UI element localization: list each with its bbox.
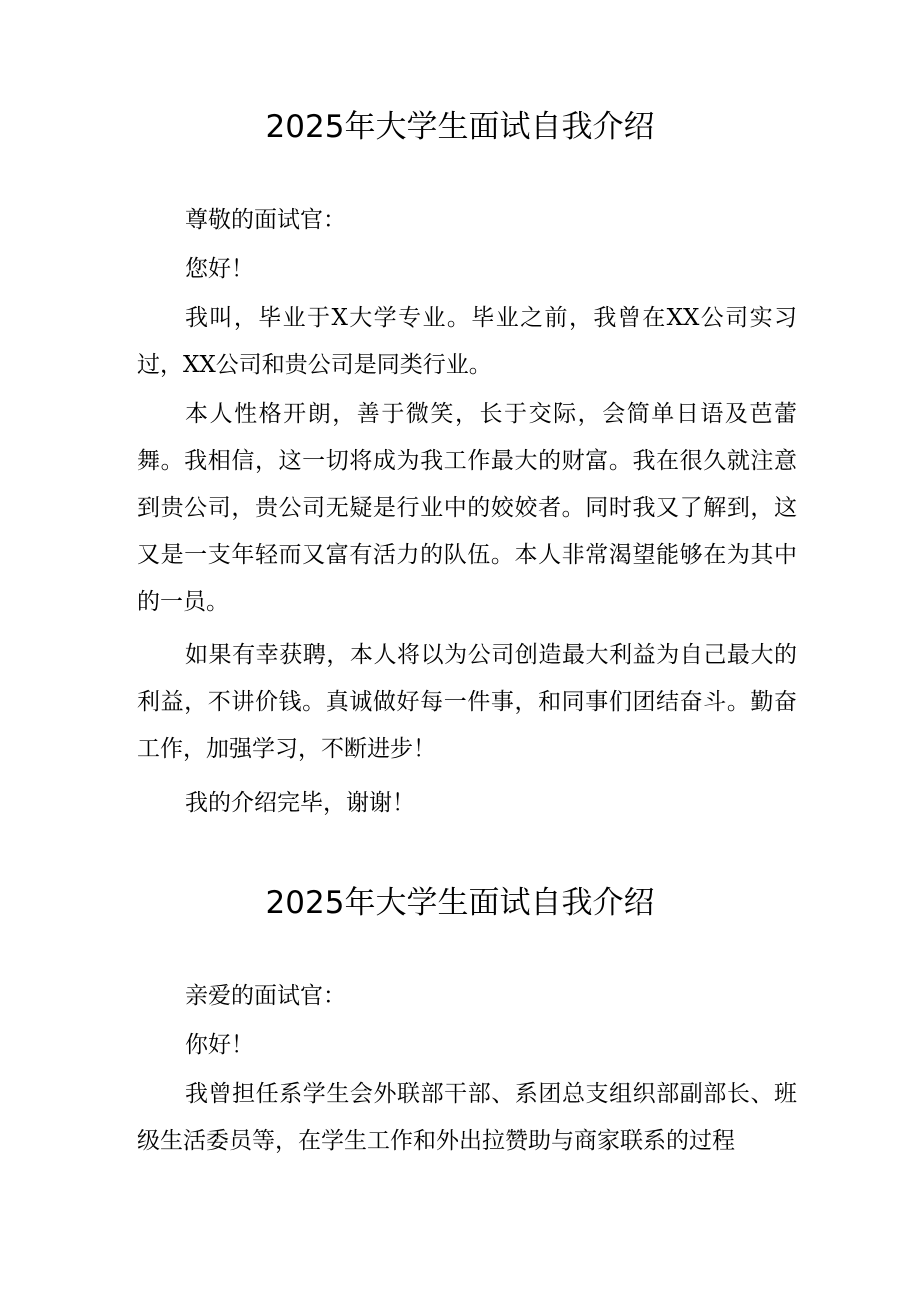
section-2-title: 2025年大学生面试自我介绍 xyxy=(265,885,655,921)
greeting-salutation: 尊敬的面试官： xyxy=(185,207,346,233)
paragraph-closing: 我的介绍完毕，谢谢！ xyxy=(185,790,415,816)
greeting-salutation-2: 亲爱的面试官： xyxy=(185,983,346,1009)
greeting-hello: 您好！ xyxy=(185,256,254,282)
paragraph-intro: 我叫，毕业于X大学专业。毕业之前，我曾在XX公司实习过，XX公司和贵公司是同类行业。 xyxy=(137,305,797,378)
paragraph-commitment: 如果有幸获聘，本人将以为公司创造最大利益为自己最大的利益，不讲价钱。真诚做好每一件事，和同事们团结奋斗。勤奋工作，加强学习，不断进步！ xyxy=(137,642,797,762)
paragraph-personality: 本人性格开朗，善于微笑，长于交际，会简单日语及芭蕾舞。我相信，这一切将成为我工作最大的财富。我在很久就注意到贵公司，贵公司无疑是行业中的姣姣者。同时我又了解到，这又是一支年轻而又富有活力的队伍。本人非常渴望能够在为其中的一员。 xyxy=(137,401,797,615)
greeting-hello-2: 你好！ xyxy=(185,1032,254,1058)
paragraph-experience: 我曾担任系学生会外联部干部、系团总支组织部副部长、班级生活委员等，在学生工作和外出拉赞助与商家联系的过程 xyxy=(137,1081,797,1154)
section-1-title: 2025年大学生面试自我介绍 xyxy=(265,109,655,145)
